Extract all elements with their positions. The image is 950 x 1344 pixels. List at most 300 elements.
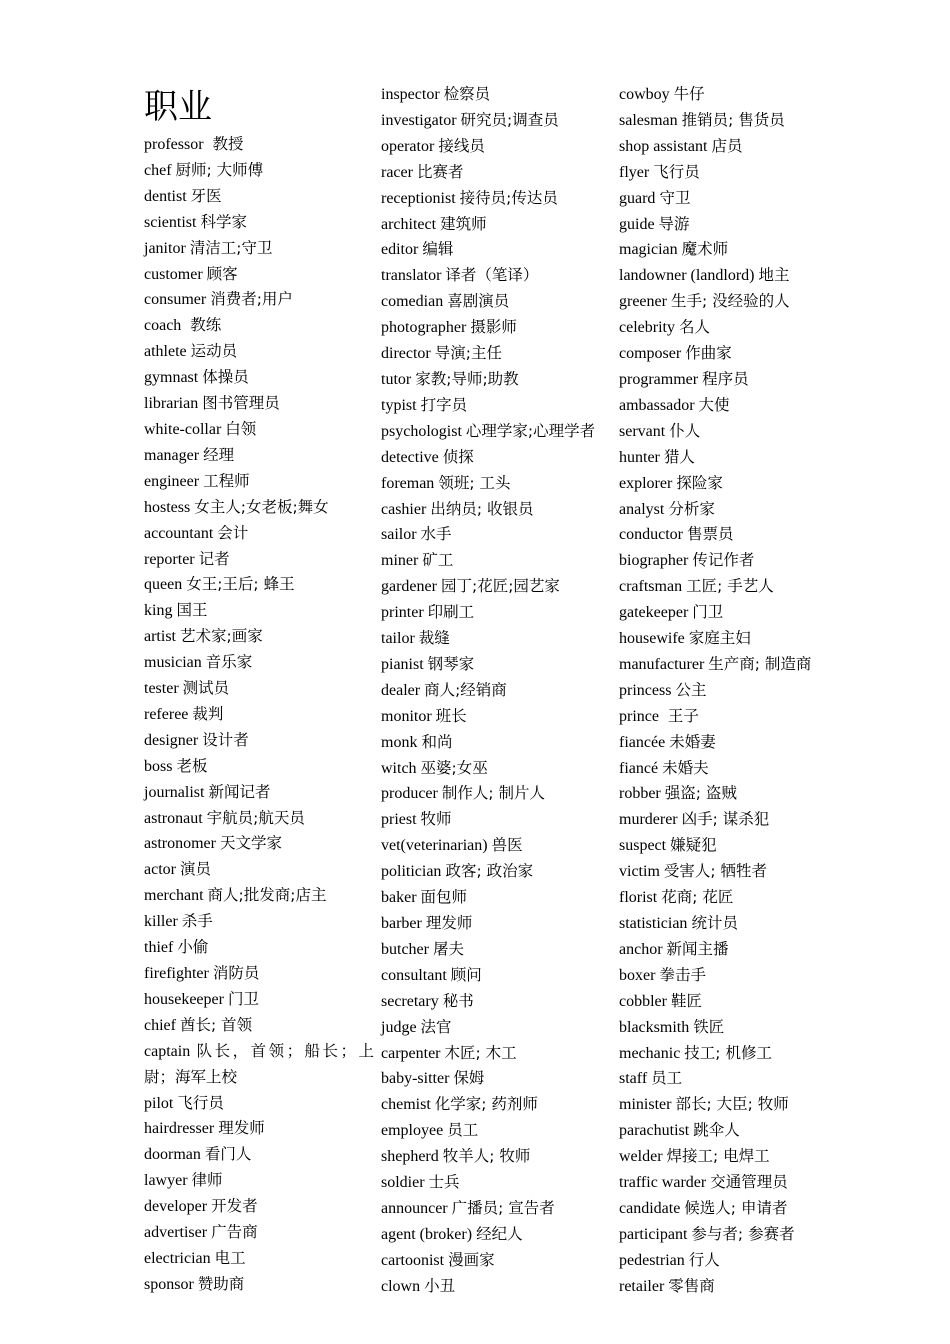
vocab-entry xyxy=(619,989,849,1015)
vocab-entry xyxy=(144,210,380,236)
english-term: shop assistant xyxy=(619,137,708,155)
vocab-entry xyxy=(144,857,380,883)
vocab-entry xyxy=(144,754,380,780)
vocab-entry xyxy=(381,393,617,419)
chinese-translation: 牧师 xyxy=(420,810,452,829)
english-term: politician xyxy=(381,863,442,881)
english-term: doorman xyxy=(144,1146,201,1164)
english-term: translator xyxy=(381,267,442,285)
vocab-entry xyxy=(619,807,849,833)
vocab-entry xyxy=(619,704,849,730)
vocab-entry xyxy=(144,831,380,857)
english-term: dealer xyxy=(381,681,421,699)
chinese-translation: 开发者 xyxy=(211,1197,258,1216)
english-term: witch xyxy=(381,759,417,777)
vocab-entry xyxy=(381,1015,617,1041)
english-term: vet(veterinarian) xyxy=(381,837,488,855)
vocab-entry xyxy=(619,678,849,704)
chinese-translation: 老板 xyxy=(176,756,208,775)
chinese-translation: 接线员 xyxy=(438,136,485,155)
chinese-translation: 钢琴家 xyxy=(427,654,475,673)
english-term: racer xyxy=(381,163,413,181)
chinese-translation: 女主人;女老板;舞女 xyxy=(194,497,329,516)
chinese-translation: 牛仔 xyxy=(673,85,705,103)
vocab-entry xyxy=(619,212,849,238)
english-term: hostess xyxy=(144,498,191,516)
chinese-translation: 打字员 xyxy=(420,395,468,414)
chinese-translation: 零售商 xyxy=(668,1276,715,1295)
english-term: tester xyxy=(144,680,179,698)
chinese-translation: 部长; 大臣; 牧师 xyxy=(675,1095,789,1114)
chinese-translation: 园丁;花匠;园艺家 xyxy=(440,577,560,596)
vocab-entry xyxy=(619,1196,849,1222)
chinese-translation: 飞行员 xyxy=(177,1093,224,1112)
vocab-entry xyxy=(619,574,849,600)
english-term: fiancé xyxy=(619,759,659,777)
vocab-entry xyxy=(381,756,617,782)
chinese-translation: 巫婆;女巫 xyxy=(420,758,488,777)
english-term: coach xyxy=(144,317,182,335)
vocab-entry xyxy=(381,574,617,600)
vocab-entry xyxy=(619,833,849,859)
vocab-list xyxy=(619,82,849,1300)
english-term: gymnast xyxy=(144,369,199,387)
vocab-entry xyxy=(619,419,849,445)
vocab-entry xyxy=(144,521,380,547)
english-term: firefighter xyxy=(144,965,209,982)
vocab-entry xyxy=(381,1196,617,1222)
english-term: photographer xyxy=(381,319,467,337)
chinese-translation: 天文学家 xyxy=(219,834,282,853)
vocab-entry xyxy=(619,730,849,756)
english-term: welder xyxy=(619,1148,663,1166)
vocab-entry xyxy=(144,650,380,676)
english-term: designer xyxy=(144,731,199,749)
english-term: employee xyxy=(381,1122,444,1140)
chinese-translation: 水手 xyxy=(420,525,452,544)
vocab-entry xyxy=(619,315,849,341)
chinese-translation: 设计者 xyxy=(202,730,249,749)
vocab-entry xyxy=(144,1039,374,1091)
vocab-entry xyxy=(381,548,617,574)
vocab-entry xyxy=(381,1092,617,1118)
chinese-translation: 技工; 机修工 xyxy=(684,1043,772,1062)
vocab-entry xyxy=(144,1272,380,1298)
vocab-column-3 xyxy=(619,82,849,1300)
english-term: programmer xyxy=(619,370,699,388)
english-term: chemist xyxy=(381,1096,431,1114)
vocab-entry xyxy=(381,315,617,341)
chinese-translation: 新闻主播 xyxy=(666,939,729,958)
chinese-translation: 传记作者 xyxy=(692,551,755,570)
english-term: butcher xyxy=(381,940,429,958)
vocab-entry xyxy=(619,1066,849,1092)
chinese-translation: 侦探 xyxy=(442,447,474,466)
chinese-translation: 艺术家;画家 xyxy=(180,627,263,646)
vocab-entry xyxy=(144,1091,380,1117)
english-term: barber xyxy=(381,915,422,932)
chinese-translation: 清洁工;守卫 xyxy=(189,238,273,257)
english-term: hunter xyxy=(619,448,660,466)
english-term: guard xyxy=(619,189,656,207)
english-term: director xyxy=(381,345,431,363)
chinese-translation: 图书管理员 xyxy=(202,394,280,413)
vocab-entry xyxy=(381,82,617,108)
english-term: baby-sitter xyxy=(381,1070,450,1088)
vocab-entry xyxy=(144,417,380,443)
chinese-translation: 消费者;用户 xyxy=(210,290,293,309)
chinese-translation: 接待员;传达员 xyxy=(459,188,558,207)
vocab-entry xyxy=(144,909,380,935)
vocab-entry xyxy=(381,781,617,807)
vocab-entry xyxy=(381,1170,617,1196)
chinese-translation: 队长，首领；船长；上尉；海军上校 xyxy=(144,1041,374,1086)
english-term: explorer xyxy=(619,474,673,492)
vocab-entry xyxy=(144,1220,380,1246)
english-term: celebrity xyxy=(619,319,675,337)
english-term: librarian xyxy=(144,395,199,413)
vocab-entry xyxy=(381,704,617,730)
vocab-entry xyxy=(619,756,849,782)
vocab-entry xyxy=(381,1066,617,1092)
chinese-translation: 家教;导师;助教 xyxy=(415,369,519,388)
english-term: king xyxy=(144,602,173,620)
chinese-translation: 理发师 xyxy=(425,914,473,932)
english-term: actor xyxy=(144,861,176,879)
chinese-translation: 作曲家 xyxy=(685,344,732,363)
english-term: tailor xyxy=(381,630,415,648)
vocab-entry xyxy=(381,1274,617,1300)
english-term: staff xyxy=(619,1070,648,1088)
vocab-entry xyxy=(381,937,617,963)
english-term: journalist xyxy=(144,783,205,801)
vocab-entry xyxy=(619,341,849,367)
english-term: pedestrian xyxy=(619,1251,685,1269)
chinese-translation: 顾客 xyxy=(206,264,238,283)
vocab-entry xyxy=(381,833,617,859)
english-term: tutor xyxy=(381,370,412,388)
chinese-translation: 建筑师 xyxy=(440,214,487,233)
english-term: traffic warder xyxy=(619,1174,707,1192)
chinese-translation: 裁判 xyxy=(192,704,224,723)
english-term: queen xyxy=(144,576,183,594)
chinese-translation: 员工 xyxy=(447,1121,479,1140)
english-term: murderer xyxy=(619,811,678,829)
vocab-entry xyxy=(381,730,617,756)
chinese-translation: 猎人 xyxy=(663,447,695,466)
vocab-entry xyxy=(619,186,849,212)
vocab-entry xyxy=(619,1041,849,1067)
vocab-entry xyxy=(619,160,849,186)
english-term: sailor xyxy=(381,526,417,544)
chinese-translation: 比赛者 xyxy=(416,162,464,181)
chinese-translation: 门卫 xyxy=(227,989,259,1008)
english-term: retailer xyxy=(619,1277,665,1295)
english-term: blacksmith xyxy=(619,1018,690,1036)
chinese-translation: 未婚夫 xyxy=(662,758,709,777)
chinese-translation: 铁匠 xyxy=(693,1017,725,1036)
vocab-list xyxy=(144,132,380,1298)
vocab-entry xyxy=(619,289,849,315)
chinese-translation: 分析家 xyxy=(668,499,715,518)
english-term: pianist xyxy=(381,655,424,673)
chinese-translation: 测试员 xyxy=(182,679,230,698)
chinese-translation: 探险家 xyxy=(676,473,723,492)
vocab-entry xyxy=(619,1274,849,1300)
vocab-entry xyxy=(619,885,849,911)
english-term: flyer xyxy=(619,163,650,181)
english-term: ambassador xyxy=(619,396,695,414)
chinese-translation: 牙医 xyxy=(190,186,222,205)
vocab-entry xyxy=(619,1170,849,1196)
chinese-translation: 酋长; 首领 xyxy=(179,1015,253,1034)
vocab-column-2 xyxy=(381,82,617,1300)
chinese-translation: 导游 xyxy=(658,214,690,233)
english-term: manager xyxy=(144,446,200,464)
chinese-translation: 国王 xyxy=(176,601,208,620)
chinese-translation: 小偷 xyxy=(177,938,209,957)
chinese-translation: 面包师 xyxy=(420,888,468,907)
english-term: investigator xyxy=(381,111,457,129)
english-term: professor xyxy=(144,136,204,153)
chinese-translation: 演员 xyxy=(179,860,211,879)
chinese-translation: 顾问 xyxy=(450,965,482,984)
english-term: housewife xyxy=(619,630,685,648)
english-term: victim xyxy=(619,863,660,881)
chinese-translation: 班长 xyxy=(435,706,467,725)
english-term: gardener xyxy=(381,578,437,596)
english-term: thief xyxy=(144,939,174,957)
chinese-translation: 生产商; 制造商 xyxy=(708,654,812,673)
english-term: prince xyxy=(619,707,659,725)
vocab-entry xyxy=(144,935,380,961)
english-term: miner xyxy=(381,552,419,570)
chinese-translation: 记者 xyxy=(198,549,230,568)
vocab-entry xyxy=(381,237,617,263)
vocab-entry xyxy=(381,212,617,238)
chinese-translation: 守卫 xyxy=(659,188,691,207)
chinese-translation: 生手; 没经验的人 xyxy=(670,292,790,311)
english-term: greener xyxy=(619,293,667,311)
english-term: monk xyxy=(381,733,418,751)
vocab-entry xyxy=(144,547,380,573)
chinese-translation: 行人 xyxy=(688,1250,720,1269)
vocab-entry xyxy=(381,678,617,704)
english-term: artist xyxy=(144,628,176,646)
vocab-entry xyxy=(619,471,849,497)
english-term: astronomer xyxy=(144,835,216,853)
vocab-entry xyxy=(144,624,380,650)
chinese-translation: 士兵 xyxy=(428,1173,460,1192)
chinese-translation: 制作人; 制片人 xyxy=(441,784,546,803)
english-term: mechanic xyxy=(619,1044,681,1062)
vocab-entry xyxy=(381,522,617,548)
chinese-translation: 法官 xyxy=(420,1017,452,1036)
english-term: statistician xyxy=(619,915,688,932)
vocab-entry xyxy=(381,341,617,367)
chinese-translation: 强盗; 盗贼 xyxy=(664,784,737,803)
vocab-entry xyxy=(619,548,849,574)
vocab-entry xyxy=(619,1248,849,1274)
english-term: magician xyxy=(619,241,678,259)
english-term: priest xyxy=(381,811,417,829)
vocab-entry xyxy=(381,600,617,626)
chinese-translation: 译者（笔译） xyxy=(445,266,539,285)
vocab-entry xyxy=(144,1168,380,1194)
english-term: athlete xyxy=(144,343,187,361)
english-term: developer xyxy=(144,1198,208,1216)
english-term: anchor xyxy=(619,940,663,958)
vocab-entry xyxy=(619,781,849,807)
vocab-entry xyxy=(144,262,380,288)
chinese-translation: 会计 xyxy=(217,523,249,542)
vocab-entry xyxy=(144,676,380,702)
english-term: foreman xyxy=(381,474,435,492)
vocab-entry xyxy=(144,469,380,495)
vocab-entry xyxy=(144,236,380,262)
chinese-translation: 理发师 xyxy=(218,1119,265,1138)
chinese-translation: 心理学家;心理学者 xyxy=(465,421,596,440)
chinese-translation: 化学家; 药剂师 xyxy=(434,1095,538,1114)
english-term: captain xyxy=(144,1042,191,1060)
chinese-translation: 厨师; 大师傅 xyxy=(175,160,264,179)
english-term: consumer xyxy=(144,291,207,309)
chinese-translation: 飞行员 xyxy=(653,162,700,181)
english-term: cashier xyxy=(381,500,427,518)
chinese-translation: 教授 xyxy=(207,135,244,153)
chinese-translation: 科学家 xyxy=(200,212,247,231)
english-term: inspector xyxy=(381,86,440,103)
english-term: judge xyxy=(381,1018,417,1036)
vocab-entry xyxy=(619,445,849,471)
chinese-translation: 兽医 xyxy=(491,836,523,855)
english-term: participant xyxy=(619,1225,688,1243)
vocab-entry xyxy=(619,1015,849,1041)
vocab-entry xyxy=(381,367,617,393)
vocab-entry xyxy=(144,883,380,909)
vocab-entry xyxy=(381,859,617,885)
chinese-translation: 交通管理员 xyxy=(710,1173,788,1192)
vocab-entry xyxy=(619,1222,849,1248)
chinese-translation: 运动员 xyxy=(190,342,238,361)
chinese-translation: 工匠; 手艺人 xyxy=(686,577,774,596)
english-term: operator xyxy=(381,137,435,155)
english-term: astronaut xyxy=(144,809,203,827)
english-term: robber xyxy=(619,785,661,803)
english-term: minister xyxy=(619,1096,672,1114)
english-term: editor xyxy=(381,241,419,259)
chinese-translation: 焊接工; 电焊工 xyxy=(666,1147,770,1166)
chinese-translation: 魔术师 xyxy=(681,240,729,259)
vocab-entry xyxy=(619,626,849,652)
chinese-translation: 宇航员;航天员 xyxy=(206,808,305,827)
chinese-translation: 售票员 xyxy=(686,525,734,544)
vocab-entry xyxy=(381,1144,617,1170)
vocab-entry xyxy=(619,911,849,937)
vocab-entry xyxy=(381,807,617,833)
vocab-entry xyxy=(381,497,617,523)
english-term: sponsor xyxy=(144,1275,194,1293)
chinese-translation: 商人;批发商;店主 xyxy=(207,886,327,905)
chinese-translation: 喜剧演员 xyxy=(447,292,510,311)
vocab-entry xyxy=(619,134,849,160)
vocab-entry xyxy=(144,313,380,339)
english-term: monitor xyxy=(381,707,432,725)
english-term: receptionist xyxy=(381,189,456,207)
english-term: parachutist xyxy=(619,1122,690,1140)
english-term: gatekeeper xyxy=(619,604,689,622)
chinese-translation: 裁缝 xyxy=(418,629,450,648)
chinese-translation: 拳击手 xyxy=(659,965,706,984)
chinese-translation: 嫌疑犯 xyxy=(670,836,717,855)
english-term: musician xyxy=(144,654,202,672)
chinese-translation: 王子 xyxy=(662,706,699,725)
chinese-translation: 凶手; 谋杀犯 xyxy=(681,810,770,829)
chinese-translation: 消防员 xyxy=(212,964,260,982)
vocab-entry xyxy=(381,445,617,471)
english-term: advertiser xyxy=(144,1224,208,1242)
chinese-translation: 推销员; 售货员 xyxy=(681,110,785,129)
english-term: hairdresser xyxy=(144,1120,215,1138)
vocab-entry xyxy=(619,82,849,108)
vocab-entry xyxy=(144,1194,380,1220)
vocab-entry xyxy=(619,263,849,289)
chinese-translation: 店员 xyxy=(711,136,743,155)
vocab-entry xyxy=(381,1041,617,1067)
english-term: merchant xyxy=(144,887,204,905)
chinese-translation: 看门人 xyxy=(204,1145,252,1164)
chinese-translation: 候选人; 申请者 xyxy=(684,1198,788,1217)
english-term: chief xyxy=(144,1016,176,1034)
english-term: boss xyxy=(144,757,173,775)
chinese-translation: 木匠; 木工 xyxy=(444,1043,517,1062)
english-term: announcer xyxy=(381,1199,448,1217)
chinese-translation: 和尚 xyxy=(421,732,453,751)
english-term: princess xyxy=(619,681,672,699)
vocab-entry xyxy=(619,600,849,626)
chinese-translation: 经纪人 xyxy=(476,1224,523,1243)
chinese-translation: 摄影师 xyxy=(470,318,517,337)
chinese-translation: 研究员;调查员 xyxy=(460,110,559,129)
chinese-translation: 新闻记者 xyxy=(208,782,271,801)
english-term: customer xyxy=(144,265,203,283)
vocab-entry xyxy=(619,652,849,678)
vocab-column-1 xyxy=(144,82,380,1298)
chinese-translation: 家庭主妇 xyxy=(688,629,751,648)
chinese-translation: 检察员 xyxy=(443,85,491,103)
vocab-entry xyxy=(619,367,849,393)
vocab-entry xyxy=(381,289,617,315)
chinese-translation: 编辑 xyxy=(422,240,454,259)
vocab-entry xyxy=(381,263,617,289)
vocab-entry xyxy=(381,626,617,652)
vocab-entry xyxy=(144,728,380,754)
chinese-translation: 公主 xyxy=(675,680,707,699)
chinese-translation: 员工 xyxy=(651,1069,683,1088)
english-term: fiancée xyxy=(619,733,666,751)
english-term: printer xyxy=(381,604,424,622)
chinese-translation: 受害人; 牺牲者 xyxy=(663,862,768,881)
chinese-translation: 电工 xyxy=(214,1248,246,1267)
english-term: janitor xyxy=(144,239,186,257)
chinese-translation: 秘书 xyxy=(442,991,474,1010)
chinese-translation: 程序员 xyxy=(702,369,749,388)
vocab-entry xyxy=(619,1092,849,1118)
vocab-entry xyxy=(144,158,380,184)
chinese-translation: 参与者; 参赛者 xyxy=(691,1224,795,1243)
chinese-translation: 大使 xyxy=(698,395,730,414)
chinese-translation: 经理 xyxy=(203,445,235,464)
